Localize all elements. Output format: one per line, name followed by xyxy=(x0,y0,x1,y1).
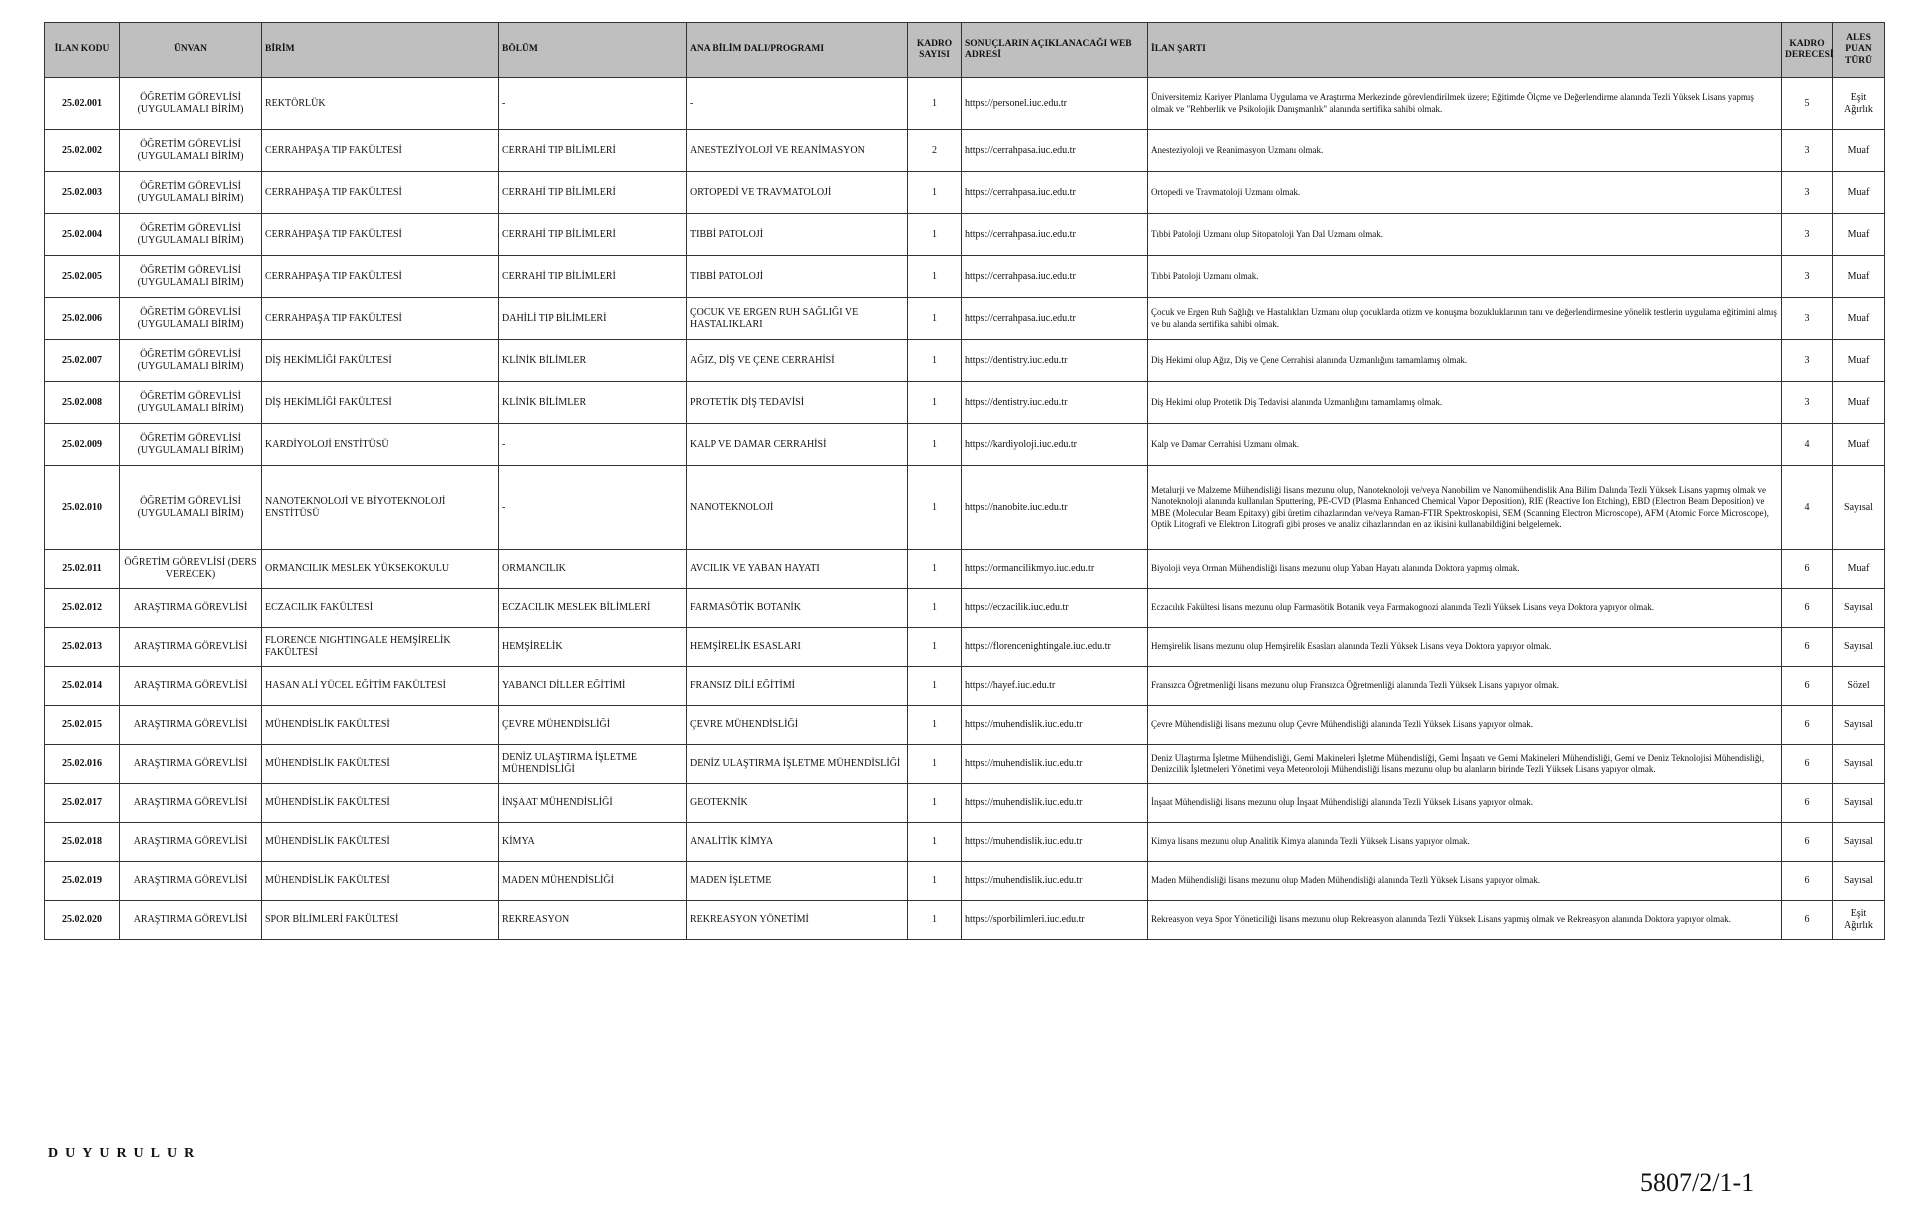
cell-code: 25.02.019 xyxy=(45,862,120,901)
cell-web: https://personel.iuc.edu.tr xyxy=(962,78,1148,130)
cell-degree: 3 xyxy=(1782,130,1833,172)
cell-title: ÖĞRETİM GÖREVLİSİ (UYGULAMALI BİRİM) xyxy=(120,340,262,382)
cell-degree: 6 xyxy=(1782,550,1833,589)
table-row xyxy=(45,382,1885,424)
header-degree: KADRO DERECESİ xyxy=(1782,23,1833,78)
cell-title: ARAŞTIRMA GÖREVLİSİ xyxy=(120,862,262,901)
cell-department: ÇEVRE MÜHENDİSLİĞİ xyxy=(499,706,687,745)
cell-unit: CERRAHPAŞA TIP FAKÜLTESİ xyxy=(262,256,499,298)
cell-condition: Kimya lisans mezunu olup Analitik Kimya alanında Tezli Yüksek Lisans yapıyor olmak. xyxy=(1148,823,1782,862)
cell-program: AVCILIK VE YABAN HAYATI xyxy=(687,550,908,589)
cell-title: ÖĞRETİM GÖREVLİSİ (UYGULAMALI BİRİM) xyxy=(120,256,262,298)
cell-department: CERRAHİ TIP BİLİMLERİ xyxy=(499,214,687,256)
cell-program: - xyxy=(687,78,908,130)
cell-department: ORMANCILIK xyxy=(499,550,687,589)
cell-department: REKREASYON xyxy=(499,901,687,940)
cell-unit: NANOTEKNOLOJİ VE BİYOTEKNOLOJİ ENSTİTÜSÜ xyxy=(262,466,499,550)
cell-web: https://nanobite.iuc.edu.tr xyxy=(962,466,1148,550)
cell-ales: Sayısal xyxy=(1833,862,1885,901)
cell-ales: Eşit Ağırlık xyxy=(1833,901,1885,940)
cell-program: TIBBİ PATOLOJİ xyxy=(687,256,908,298)
cell-title: ARAŞTIRMA GÖREVLİSİ xyxy=(120,784,262,823)
cell-program: ÇOCUK VE ERGEN RUH SAĞLIĞI VE HASTALIKLARI xyxy=(687,298,908,340)
cell-web: https://cerrahpasa.iuc.edu.tr xyxy=(962,130,1148,172)
cell-ales: Sayısal xyxy=(1833,628,1885,667)
cell-code: 25.02.002 xyxy=(45,130,120,172)
cell-condition: İnşaat Mühendisliği lisans mezunu olup İnşaat Mühendisliği alanında Tezli Yüksek Lisans yapıyor olmak. xyxy=(1148,784,1782,823)
positions-table xyxy=(44,22,1885,940)
cell-condition: Anesteziyoloji ve Reanimasyon Uzmanı olmak. xyxy=(1148,130,1782,172)
cell-code: 25.02.008 xyxy=(45,382,120,424)
cell-degree: 6 xyxy=(1782,823,1833,862)
cell-ales: Sözel xyxy=(1833,667,1885,706)
cell-code: 25.02.015 xyxy=(45,706,120,745)
cell-quota: 1 xyxy=(908,862,962,901)
cell-ales: Sayısal xyxy=(1833,745,1885,784)
header-code: İLAN KODU xyxy=(45,23,120,78)
cell-title: ARAŞTIRMA GÖREVLİSİ xyxy=(120,667,262,706)
cell-web: https://kardiyoloji.iuc.edu.tr xyxy=(962,424,1148,466)
cell-web: https://ormancilikmyo.iuc.edu.tr xyxy=(962,550,1148,589)
cell-code: 25.02.006 xyxy=(45,298,120,340)
cell-department: - xyxy=(499,78,687,130)
cell-degree: 3 xyxy=(1782,340,1833,382)
header-department: BÖLÜM xyxy=(499,23,687,78)
cell-ales: Muaf xyxy=(1833,382,1885,424)
cell-unit: MÜHENDİSLİK FAKÜLTESİ xyxy=(262,784,499,823)
table-row xyxy=(45,901,1885,940)
header-quota: KADRO SAYISI xyxy=(908,23,962,78)
cell-ales: Muaf xyxy=(1833,424,1885,466)
cell-quota: 1 xyxy=(908,706,962,745)
cell-program: KALP VE DAMAR CERRAHİSİ xyxy=(687,424,908,466)
cell-program: PROTETİK DİŞ TEDAVİSİ xyxy=(687,382,908,424)
cell-condition: Ortopedi ve Travmatoloji Uzmanı olmak. xyxy=(1148,172,1782,214)
cell-title: ÖĞRETİM GÖREVLİSİ (UYGULAMALI BİRİM) xyxy=(120,466,262,550)
table-row xyxy=(45,862,1885,901)
cell-code: 25.02.001 xyxy=(45,78,120,130)
cell-department: HEMŞİRELİK xyxy=(499,628,687,667)
cell-quota: 1 xyxy=(908,340,962,382)
announcement-sheet xyxy=(44,22,1884,940)
cell-quota: 1 xyxy=(908,424,962,466)
cell-condition: Eczacılık Fakültesi lisans mezunu olup Farmasötik Botanik veya Farmakognozi alanında Tezli Yüksek Lisans veya Doktora yapıyor olmak. xyxy=(1148,589,1782,628)
table-row xyxy=(45,466,1885,550)
table-row xyxy=(45,667,1885,706)
cell-unit: KARDİYOLOJİ ENSTİTÜSÜ xyxy=(262,424,499,466)
cell-degree: 3 xyxy=(1782,172,1833,214)
table-row xyxy=(45,550,1885,589)
cell-unit: CERRAHPAŞA TIP FAKÜLTESİ xyxy=(262,214,499,256)
cell-program: TIBBİ PATOLOJİ xyxy=(687,214,908,256)
cell-department: KLİNİK BİLİMLER xyxy=(499,340,687,382)
document-number: 5807/2/1-1 xyxy=(1640,1168,1755,1197)
cell-program: FARMASÖTİK BOTANİK xyxy=(687,589,908,628)
cell-unit: ORMANCILIK MESLEK YÜKSEKOKULU xyxy=(262,550,499,589)
cell-title: ÖĞRETİM GÖREVLİSİ (UYGULAMALI BİRİM) xyxy=(120,424,262,466)
cell-title: ÖĞRETİM GÖREVLİSİ (UYGULAMALI BİRİM) xyxy=(120,214,262,256)
cell-program: NANOTEKNOLOJİ xyxy=(687,466,908,550)
cell-condition: Tıbbi Patoloji Uzmanı olmak. xyxy=(1148,256,1782,298)
cell-degree: 6 xyxy=(1782,901,1833,940)
header-title: ÜNVAN xyxy=(120,23,262,78)
cell-title: ARAŞTIRMA GÖREVLİSİ xyxy=(120,823,262,862)
cell-web: https://cerrahpasa.iuc.edu.tr xyxy=(962,172,1148,214)
cell-ales: Sayısal xyxy=(1833,784,1885,823)
cell-code: 25.02.012 xyxy=(45,589,120,628)
cell-code: 25.02.011 xyxy=(45,550,120,589)
cell-quota: 1 xyxy=(908,256,962,298)
cell-web: https://cerrahpasa.iuc.edu.tr xyxy=(962,214,1148,256)
cell-degree: 6 xyxy=(1782,706,1833,745)
cell-ales: Sayısal xyxy=(1833,823,1885,862)
table-row xyxy=(45,298,1885,340)
cell-web: https://dentistry.iuc.edu.tr xyxy=(962,340,1148,382)
cell-web: https://cerrahpasa.iuc.edu.tr xyxy=(962,256,1148,298)
cell-code: 25.02.013 xyxy=(45,628,120,667)
cell-title: ÖĞRETİM GÖREVLİSİ (UYGULAMALI BİRİM) xyxy=(120,172,262,214)
cell-title: ARAŞTIRMA GÖREVLİSİ xyxy=(120,901,262,940)
cell-condition: Deniz Ulaştırma İşletme Mühendisliği, Gemi Makineleri İşletme Mühendisliği, Gemi İnşaatı ve Gemi Makineleri Mühendisliği, Gemi ve Deniz Teknolojisi Mühendisliği, Denizcilik İşletmeleri Yönetimi veya Meteoroloji Mühendisliği lisans mezunu olup bu alanların birinde Tezli Yüksek Lisans yapıyor olmak. xyxy=(1148,745,1782,784)
header-ales: ALES PUAN TÜRÜ xyxy=(1833,23,1885,78)
footer-announcement: DUYURULUR xyxy=(48,1146,202,1161)
cell-condition: Çocuk ve Ergen Ruh Sağlığı ve Hastalıkları Uzmanı olup çocuklarda otizm ve konuşma bozukluklarının tanı ve değerlendirmesine yönelik testlerin uygulama eğitimini almış ve bu alanda sertifika sahibi olmak. xyxy=(1148,298,1782,340)
cell-web: https://sporbilimleri.iuc.edu.tr xyxy=(962,901,1148,940)
cell-quota: 1 xyxy=(908,382,962,424)
table-body xyxy=(45,78,1885,940)
cell-quota: 1 xyxy=(908,784,962,823)
cell-program: HEMŞİRELİK ESASLARI xyxy=(687,628,908,667)
cell-code: 25.02.010 xyxy=(45,466,120,550)
cell-department: KLİNİK BİLİMLER xyxy=(499,382,687,424)
cell-ales: Sayısal xyxy=(1833,589,1885,628)
table-row xyxy=(45,340,1885,382)
cell-title: ÖĞRETİM GÖREVLİSİ (UYGULAMALI BİRİM) xyxy=(120,130,262,172)
cell-title: ARAŞTIRMA GÖREVLİSİ xyxy=(120,706,262,745)
cell-ales: Muaf xyxy=(1833,340,1885,382)
table-row xyxy=(45,784,1885,823)
cell-quota: 1 xyxy=(908,466,962,550)
cell-program: MADEN İŞLETME xyxy=(687,862,908,901)
cell-web: https://muhendislik.iuc.edu.tr xyxy=(962,745,1148,784)
cell-quota: 1 xyxy=(908,589,962,628)
cell-web: https://muhendislik.iuc.edu.tr xyxy=(962,784,1148,823)
cell-title: ARAŞTIRMA GÖREVLİSİ xyxy=(120,745,262,784)
cell-quota: 1 xyxy=(908,823,962,862)
cell-quota: 1 xyxy=(908,172,962,214)
cell-department: KİMYA xyxy=(499,823,687,862)
table-row xyxy=(45,745,1885,784)
cell-ales: Muaf xyxy=(1833,130,1885,172)
cell-unit: CERRAHPAŞA TIP FAKÜLTESİ xyxy=(262,130,499,172)
cell-web: https://muhendislik.iuc.edu.tr xyxy=(962,823,1148,862)
cell-unit: DİŞ HEKİMLİĞİ FAKÜLTESİ xyxy=(262,382,499,424)
cell-unit: MÜHENDİSLİK FAKÜLTESİ xyxy=(262,706,499,745)
cell-condition: Fransızca Öğretmenliği lisans mezunu olup Fransızca Öğretmenliği alanında Tezli Yüksek Lisans yapıyor olmak. xyxy=(1148,667,1782,706)
cell-condition: Biyoloji veya Orman Mühendisliği lisans mezunu olup Yaban Hayatı alanında Doktora yapmış olmak. xyxy=(1148,550,1782,589)
cell-quota: 1 xyxy=(908,745,962,784)
cell-code: 25.02.009 xyxy=(45,424,120,466)
cell-program: DENİZ ULAŞTIRMA İŞLETME MÜHENDİSLİĞİ xyxy=(687,745,908,784)
cell-code: 25.02.020 xyxy=(45,901,120,940)
cell-unit: REKTÖRLÜK xyxy=(262,78,499,130)
table-row xyxy=(45,628,1885,667)
cell-web: https://florencenightingale.iuc.edu.tr xyxy=(962,628,1148,667)
table-row xyxy=(45,823,1885,862)
cell-ales: Muaf xyxy=(1833,550,1885,589)
cell-condition: Hemşirelik lisans mezunu olup Hemşirelik Esasları alanında Tezli Yüksek Lisans veya Doktora yapıyor olmak. xyxy=(1148,628,1782,667)
table-row xyxy=(45,424,1885,466)
cell-condition: Rekreasyon veya Spor Yöneticiliği lisans mezunu olup Rekreasyon alanında Tezli Yüksek Lisans yapmış olmak ve Rekreasyon alanında Doktora yapıyor olmak. xyxy=(1148,901,1782,940)
header-web: SONUÇLARIN AÇIKLANACAĞI WEB ADRESİ xyxy=(962,23,1148,78)
cell-degree: 3 xyxy=(1782,298,1833,340)
cell-department: MADEN MÜHENDİSLİĞİ xyxy=(499,862,687,901)
cell-degree: 3 xyxy=(1782,382,1833,424)
cell-code: 25.02.007 xyxy=(45,340,120,382)
cell-degree: 4 xyxy=(1782,466,1833,550)
cell-quota: 1 xyxy=(908,298,962,340)
cell-quota: 1 xyxy=(908,214,962,256)
cell-department: CERRAHİ TIP BİLİMLERİ xyxy=(499,256,687,298)
cell-program: ANALİTİK KİMYA xyxy=(687,823,908,862)
table-row xyxy=(45,589,1885,628)
cell-web: https://muhendislik.iuc.edu.tr xyxy=(962,862,1148,901)
cell-quota: 1 xyxy=(908,550,962,589)
cell-unit: CERRAHPAŞA TIP FAKÜLTESİ xyxy=(262,298,499,340)
cell-program: AĞIZ, DİŞ VE ÇENE CERRAHİSİ xyxy=(687,340,908,382)
cell-department: İNŞAAT MÜHENDİSLİĞİ xyxy=(499,784,687,823)
table-row xyxy=(45,172,1885,214)
cell-code: 25.02.017 xyxy=(45,784,120,823)
cell-title: ÖĞRETİM GÖREVLİSİ (UYGULAMALI BİRİM) xyxy=(120,382,262,424)
cell-web: https://hayef.iuc.edu.tr xyxy=(962,667,1148,706)
cell-title: ARAŞTIRMA GÖREVLİSİ xyxy=(120,628,262,667)
cell-ales: Eşit Ağırlık xyxy=(1833,78,1885,130)
cell-department: - xyxy=(499,466,687,550)
cell-title: ÖĞRETİM GÖREVLİSİ (UYGULAMALI BİRİM) xyxy=(120,78,262,130)
cell-condition: Çevre Mühendisliği lisans mezunu olup Çevre Mühendisliği alanında Tezli Yüksek Lisans yapıyor olmak. xyxy=(1148,706,1782,745)
cell-program: GEOTEKNİK xyxy=(687,784,908,823)
cell-department: - xyxy=(499,424,687,466)
cell-degree: 5 xyxy=(1782,78,1833,130)
cell-ales: Sayısal xyxy=(1833,466,1885,550)
cell-degree: 6 xyxy=(1782,589,1833,628)
cell-degree: 6 xyxy=(1782,784,1833,823)
cell-unit: CERRAHPAŞA TIP FAKÜLTESİ xyxy=(262,172,499,214)
cell-program: ORTOPEDİ VE TRAVMATOLOJİ xyxy=(687,172,908,214)
cell-code: 25.02.003 xyxy=(45,172,120,214)
table-row xyxy=(45,706,1885,745)
cell-web: https://dentistry.iuc.edu.tr xyxy=(962,382,1148,424)
cell-ales: Sayısal xyxy=(1833,706,1885,745)
cell-code: 25.02.005 xyxy=(45,256,120,298)
cell-quota: 2 xyxy=(908,130,962,172)
cell-condition: Üniversitemiz Kariyer Planlama Uygulama ve Araştırma Merkezinde görevlendirilmek üzere; Eğitimde Ölçme ve Değerlendirme alanında Tezli Yüksek Lisans yapmış olmak ve "Rehberlik ve Psikolojik Danışmanlık" alanında sertifika sahibi olmak. xyxy=(1148,78,1782,130)
cell-ales: Muaf xyxy=(1833,256,1885,298)
table-row xyxy=(45,214,1885,256)
cell-degree: 3 xyxy=(1782,214,1833,256)
table-row xyxy=(45,78,1885,130)
cell-condition: Diş Hekimi olup Ağız, Diş ve Çene Cerrahisi alanında Uzmanlığını tamamlamış olmak. xyxy=(1148,340,1782,382)
cell-unit: HASAN ALİ YÜCEL EĞİTİM FAKÜLTESİ xyxy=(262,667,499,706)
cell-unit: SPOR BİLİMLERİ FAKÜLTESİ xyxy=(262,901,499,940)
cell-code: 25.02.016 xyxy=(45,745,120,784)
table-row xyxy=(45,256,1885,298)
cell-condition: Diş Hekimi olup Protetik Diş Tedavisi alanında Uzmanlığını tamamlamış olmak. xyxy=(1148,382,1782,424)
cell-unit: MÜHENDİSLİK FAKÜLTESİ xyxy=(262,823,499,862)
cell-department: CERRAHİ TIP BİLİMLERİ xyxy=(499,172,687,214)
cell-unit: DİŞ HEKİMLİĞİ FAKÜLTESİ xyxy=(262,340,499,382)
cell-code: 25.02.014 xyxy=(45,667,120,706)
cell-quota: 1 xyxy=(908,628,962,667)
cell-program: FRANSIZ DİLİ EĞİTİMİ xyxy=(687,667,908,706)
header-unit: BİRİM xyxy=(262,23,499,78)
cell-web: https://muhendislik.iuc.edu.tr xyxy=(962,706,1148,745)
cell-web: https://eczacilik.iuc.edu.tr xyxy=(962,589,1148,628)
cell-degree: 6 xyxy=(1782,628,1833,667)
cell-program: REKREASYON YÖNETİMİ xyxy=(687,901,908,940)
cell-condition: Kalp ve Damar Cerrahisi Uzmanı olmak. xyxy=(1148,424,1782,466)
header-row xyxy=(45,23,1885,78)
cell-quota: 1 xyxy=(908,78,962,130)
cell-degree: 6 xyxy=(1782,745,1833,784)
cell-condition: Maden Mühendisliği lisans mezunu olup Maden Mühendisliği alanında Tezli Yüksek Lisans yapıyor olmak. xyxy=(1148,862,1782,901)
cell-code: 25.02.018 xyxy=(45,823,120,862)
cell-unit: FLORENCE NIGHTINGALE HEMŞİRELİK FAKÜLTESİ xyxy=(262,628,499,667)
table-row xyxy=(45,130,1885,172)
cell-program: ÇEVRE MÜHENDİSLİĞİ xyxy=(687,706,908,745)
cell-condition: Tıbbi Patoloji Uzmanı olup Sitopatoloji Yan Dal Uzmanı olmak. xyxy=(1148,214,1782,256)
cell-condition: Metalurji ve Malzeme Mühendisliği lisans mezunu olup, Nanoteknoloji ve/veya Nanobilim ve Nanomühendislik Ana Bilim Dalında Tezli Yüksek Lisans yapmış olmak ve Nanoteknoloji alanında kullanılan Sputtering, PE-CVD (Plasma Enhanced Chemical Vapor Deposition), RIE (Reactive Ion Etching), EBD (Electron Beam Deposition) ve MBE (Molecular Beam Epitaxy) gibi üretim cihazlarından ve/veya Raman-FTIR Spektroskopisi, SEM (Scanning Electron Microscope), AFM (Atomic Force Microscope), Optik Litografi ve Elektron Litografi gibi proses ve analiz cihazlarından en az ikisini kullanabildiğini belgelemek. xyxy=(1148,466,1782,550)
cell-ales: Muaf xyxy=(1833,214,1885,256)
cell-web: https://cerrahpasa.iuc.edu.tr xyxy=(962,298,1148,340)
cell-unit: ECZACILIK FAKÜLTESİ xyxy=(262,589,499,628)
cell-title: ÖĞRETİM GÖREVLİSİ (DERS VERECEK) xyxy=(120,550,262,589)
cell-department: YABANCI DİLLER EĞİTİMİ xyxy=(499,667,687,706)
cell-unit: MÜHENDİSLİK FAKÜLTESİ xyxy=(262,862,499,901)
cell-department: ECZACILIK MESLEK BİLİMLERİ xyxy=(499,589,687,628)
cell-degree: 3 xyxy=(1782,256,1833,298)
cell-degree: 6 xyxy=(1782,667,1833,706)
cell-unit: MÜHENDİSLİK FAKÜLTESİ xyxy=(262,745,499,784)
cell-program: ANESTEZİYOLOJİ VE REANİMASYON xyxy=(687,130,908,172)
cell-title: ÖĞRETİM GÖREVLİSİ (UYGULAMALI BİRİM) xyxy=(120,298,262,340)
header-condition: İLAN ŞARTI xyxy=(1148,23,1782,78)
cell-department: DENİZ ULAŞTIRMA İŞLETME MÜHENDİSLİĞİ xyxy=(499,745,687,784)
cell-department: CERRAHİ TIP BİLİMLERİ xyxy=(499,130,687,172)
cell-code: 25.02.004 xyxy=(45,214,120,256)
cell-ales: Muaf xyxy=(1833,298,1885,340)
cell-department: DAHİLİ TIP BİLİMLERİ xyxy=(499,298,687,340)
cell-quota: 1 xyxy=(908,667,962,706)
cell-degree: 6 xyxy=(1782,862,1833,901)
cell-ales: Muaf xyxy=(1833,172,1885,214)
cell-degree: 4 xyxy=(1782,424,1833,466)
cell-quota: 1 xyxy=(908,901,962,940)
header-program: ANA BİLİM DALI/PROGRAMI xyxy=(687,23,908,78)
cell-title: ARAŞTIRMA GÖREVLİSİ xyxy=(120,589,262,628)
